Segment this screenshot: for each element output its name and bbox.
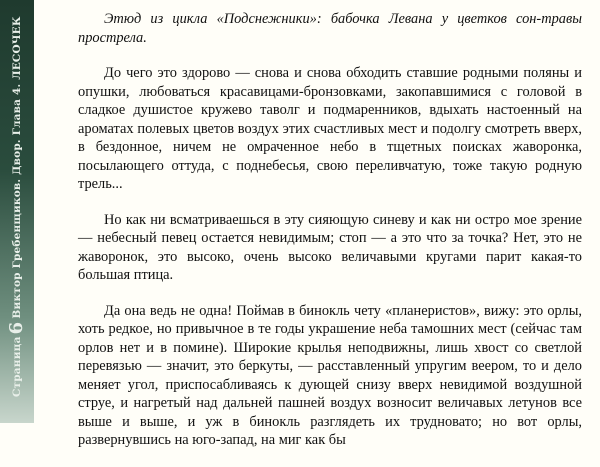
text-column xyxy=(78,10,582,467)
paragraph-3: Да она ведь не одна! Поймав в бинокль чету «планеристов», вижу: это орлы, хоть редкое, но привычное в те годы украшение неба тамошних мест (сейчас там орлов нет и в помине). Широкие крылья неподвижны, лишь хвост со светлой перевязью — значит, это беркуты, — расставленный упругим веером, то и дело меняет угол, приспосабливаясь к дующей снизу вверх невидимой воздушной струе, и нагретый над дальней пашней воздух возносит величавых летунов все выше и выше, и уж в бинокль разглядеть их трудновато; но вот орлы, развернувшись на юго-запад, на миг как бы xyxy=(78,302,582,448)
photo-caption: Этюд из цикла «Подснежники»: бабочка Левана у цветков сон-травы прострела. xyxy=(78,11,582,46)
sidebar-text xyxy=(6,16,27,397)
paragraph-2: Но как ни всматриваешься в эту сияющую синеву и как ни остро мое зрение — небесный певец остается невидимым; стоп — а это что за точка? Нет, это не жаворонок, это высоко, очень высоко величавыми кругами парит какая-то большая птица. xyxy=(78,211,582,283)
chapter-credit: Виктор Гребенщиков. Двор. Глава 4. ЛЕСОЧЕК xyxy=(11,16,23,319)
page-number: 6 xyxy=(6,321,27,335)
page-label: Страница xyxy=(11,336,23,397)
paragraph-1: До чего это здорово — снова и снова обходить ставшие родными поляны и опушки, любоваться красавицами-бронзовками, закопавшимися с головой в сладкое душистое кружево таволг и подмаренников, вдыхать настоенный на ароматах полевых цветов воздух этих счастливых мест и подолгу смотреть вверх, в бездонное, ничем не омраченное небо в тщетных поисках жаворонка, посылающего оттуда, с поднебесья, свою переливчатую, тоже такую родную трель... xyxy=(78,65,582,192)
sidebar-strip xyxy=(0,0,34,423)
